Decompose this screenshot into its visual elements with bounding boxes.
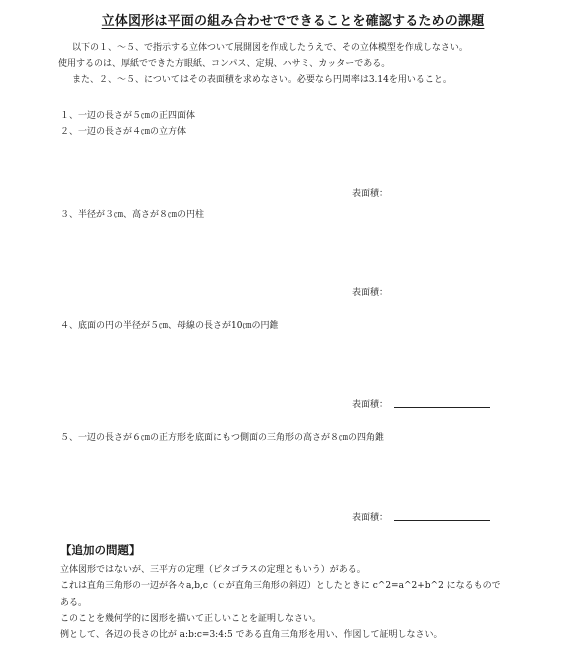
- answer-line-4[interactable]: [394, 407, 490, 408]
- problem-3: ３、半径が３㎝、高さが８㎝の円柱: [60, 210, 205, 220]
- problem-1: １、一辺の長さが５㎝の正四面体: [60, 111, 196, 121]
- surface-area-label-4: 表面積：: [352, 400, 389, 410]
- surface-area-label-3: 表面積：: [352, 288, 389, 298]
- problem-2: ２、一辺の長さが４㎝の立方体: [60, 127, 187, 137]
- extra-problem-text: [60, 562, 501, 643]
- extra-problem-heading: 【追加の問題】: [60, 543, 141, 557]
- extra-line-2: これは直角三角形の一辺が各々a,b,c（ｃが直角三角形の斜辺）としたときに c^2=a^2+b^2 になるもので: [60, 581, 501, 592]
- extra-line-3: ある。: [60, 597, 88, 608]
- extra-line-4: このことを幾何学的に図形を描いて正しいことを証明しなさい。: [60, 613, 322, 624]
- surface-area-label-2: 表面積：: [352, 189, 389, 199]
- assignment-title: 立体図形は平面の組み合わせでできることを確認するための課題: [101, 14, 485, 29]
- problem-5: ５、一辺の長さが６㎝の正方形を底面にもつ側面の三角形の高さが８㎝の四角錐: [60, 433, 385, 443]
- instruction-line-3: また、２、～５、についてはその表面積を求めなさい。必要なら円周率は3.14を用いること。: [72, 75, 452, 85]
- extra-line-5: 例として、各辺の長さの比が a:b:c=3:4:5 である直角三角形を用い、作図して証明しなさい。: [60, 630, 443, 641]
- answer-line-5[interactable]: [394, 520, 490, 521]
- problem-4: ４、底面の円の半径が５㎝、母線の長さが10㎝の円錐: [60, 321, 279, 331]
- instructions: [58, 40, 468, 88]
- extra-line-1: 立体図形ではないが、三平方の定理（ピタゴラスの定理ともいう）がある。: [60, 565, 366, 575]
- instruction-line-1: 以下の１、～５、で指示する立体ついて展開図を作成したうえで、その立体模型を作成しなさい。: [72, 43, 468, 53]
- surface-area-label-5: 表面積：: [352, 513, 389, 523]
- instruction-line-2: 使用するのは、厚紙でできた方眼紙、コンパス、定規、ハサミ、カッターである。: [58, 59, 391, 69]
